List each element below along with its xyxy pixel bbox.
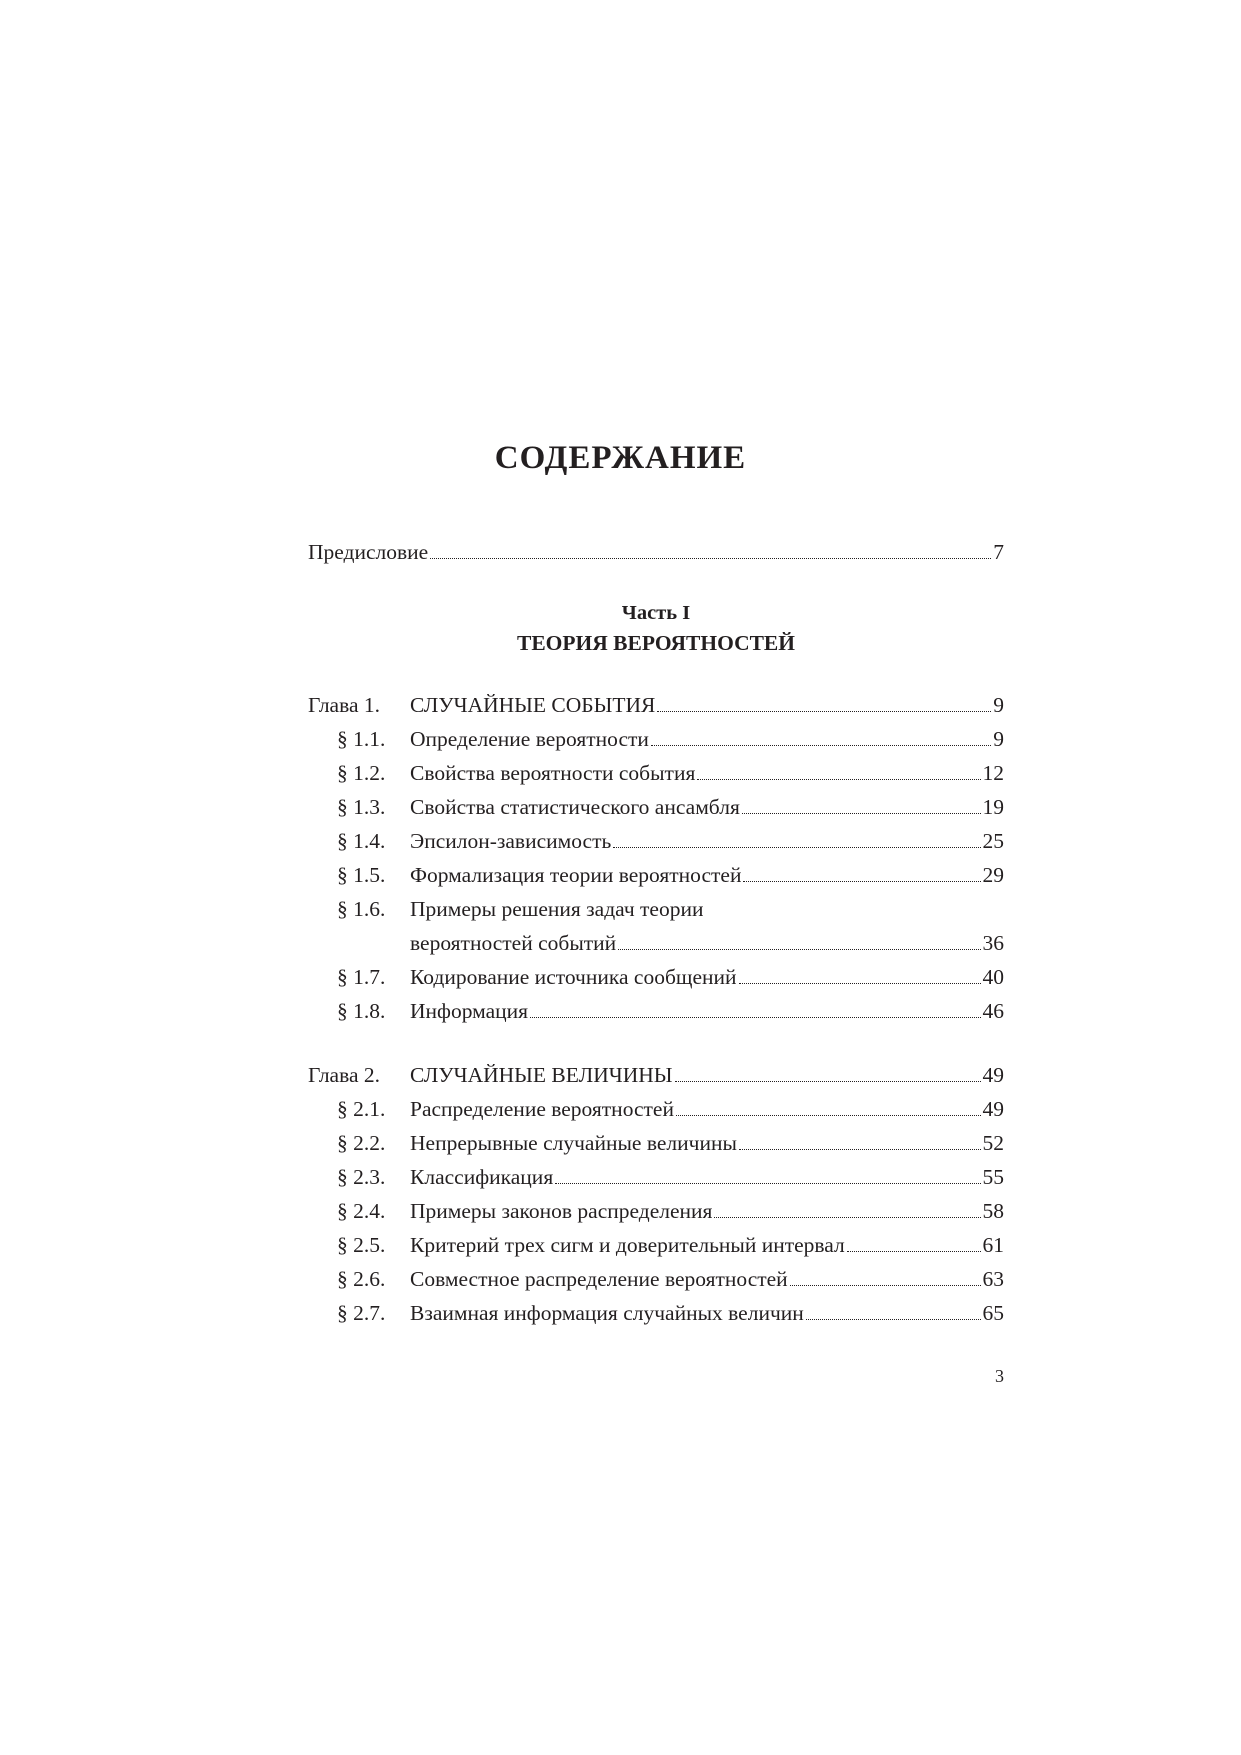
section-number: § 1.6. xyxy=(337,897,386,921)
toc-entry-chapter-2[interactable] xyxy=(308,1058,1004,1092)
section-number: § 1.2. xyxy=(337,761,386,785)
section-number: § 2.7. xyxy=(337,1301,386,1325)
section-title: Примеры законов распределения xyxy=(410,1199,713,1223)
toc-entry-section-1-1[interactable] xyxy=(308,722,1004,756)
part-heading xyxy=(308,599,1004,658)
section-number: § 1.3. xyxy=(337,795,386,819)
toc-entry-preface[interactable] xyxy=(308,535,1004,569)
dot-leader xyxy=(847,1251,981,1252)
section-title-line-1: Примеры решения задач теории xyxy=(410,897,704,921)
section-number: § 2.3. xyxy=(337,1165,386,1189)
toc-entry-section-2-7[interactable] xyxy=(308,1296,1004,1330)
dot-leader xyxy=(675,1081,981,1082)
toc-entry-section-2-5[interactable] xyxy=(308,1228,1004,1262)
page-title: СОДЕРЖАНИЕ xyxy=(494,440,747,476)
chapter-title: СЛУЧАЙНЫЕ ВЕЛИЧИНЫ xyxy=(410,1063,673,1087)
toc-page-number: 61 xyxy=(982,1233,1004,1257)
toc-entry-section-1-2[interactable] xyxy=(308,756,1004,790)
dot-leader xyxy=(676,1115,981,1116)
dot-leader xyxy=(743,881,980,882)
section-number: § 2.6. xyxy=(337,1267,386,1291)
toc-page-number: 19 xyxy=(982,795,1004,819)
toc-page-number: 9 xyxy=(993,693,1004,717)
toc-page-number: 52 xyxy=(982,1131,1004,1155)
dot-leader xyxy=(618,949,980,950)
section-title: Формализация теории вероятностей xyxy=(410,863,742,887)
toc-entry-section-1-6[interactable] xyxy=(308,892,1004,926)
toc-page-number: 58 xyxy=(982,1199,1004,1223)
table-of-contents xyxy=(308,535,1004,1330)
chapter-title: СЛУЧАЙНЫЕ СОБЫТИЯ xyxy=(410,693,656,717)
section-title: Информация xyxy=(410,999,529,1023)
section-title-line-2: вероятностей событий xyxy=(410,931,617,955)
toc-page-number: 55 xyxy=(982,1165,1004,1189)
section-number: § 2.4. xyxy=(337,1199,386,1223)
section-title: Кодирование источника сообщений xyxy=(410,965,737,989)
toc-page-number: 46 xyxy=(982,999,1004,1023)
toc-entry-section-2-1[interactable] xyxy=(308,1092,1004,1126)
toc-entry-section-1-3[interactable] xyxy=(308,790,1004,824)
toc-entry-section-2-4[interactable] xyxy=(308,1194,1004,1228)
toc-entry-section-2-3[interactable] xyxy=(308,1160,1004,1194)
toc-entry-section-1-8[interactable] xyxy=(308,994,1004,1028)
chapter-spacer xyxy=(308,1028,1004,1058)
toc-page-number: 25 xyxy=(982,829,1004,853)
dot-leader xyxy=(739,983,981,984)
dot-leader xyxy=(657,711,991,712)
toc-page-number: 65 xyxy=(982,1301,1004,1325)
toc-entry-title: Предисловие xyxy=(308,540,429,564)
section-title: Распределение вероятностей xyxy=(410,1097,674,1121)
toc-page-number: 63 xyxy=(982,1267,1004,1291)
toc-page-number: 9 xyxy=(993,727,1004,751)
section-number: § 1.4. xyxy=(337,829,386,853)
section-number: § 1.5. xyxy=(337,863,386,887)
toc-entry-section-1-4[interactable] xyxy=(308,824,1004,858)
section-number: § 2.1. xyxy=(337,1097,386,1121)
dot-leader xyxy=(613,847,980,848)
chapter-number: Глава 2. xyxy=(308,1063,380,1087)
dot-leader xyxy=(430,558,991,559)
section-title: Критерий трех сигм и доверительный интервал xyxy=(410,1233,845,1257)
toc-entry-section-1-6-continued[interactable] xyxy=(308,926,1004,960)
section-title: Свойства вероятности события xyxy=(410,761,696,785)
part-label: Часть I xyxy=(621,602,691,624)
section-title: Классификация xyxy=(410,1165,554,1189)
toc-entry-section-1-7[interactable] xyxy=(308,960,1004,994)
section-number: § 1.1. xyxy=(337,727,386,751)
toc-entry-section-2-6[interactable] xyxy=(308,1262,1004,1296)
section-title: Взаимная информация случайных величин xyxy=(410,1301,804,1325)
section-number: § 1.7. xyxy=(337,965,386,989)
dot-leader xyxy=(530,1017,980,1018)
section-title: Свойства статистического ансамбля xyxy=(410,795,740,819)
toc-page-number: 7 xyxy=(993,540,1004,564)
section-title: Определение вероятности xyxy=(410,727,649,751)
section-title: Непрерывные случайные величины xyxy=(410,1131,737,1155)
dot-leader xyxy=(790,1285,981,1286)
chapter-number: Глава 1. xyxy=(308,693,380,717)
toc-entry-section-2-2[interactable] xyxy=(308,1126,1004,1160)
dot-leader xyxy=(555,1183,980,1184)
section-number: § 2.5. xyxy=(337,1233,386,1257)
section-title: Совместное распределение вероятностей xyxy=(410,1267,788,1291)
folio-page-number: 3 xyxy=(995,1366,1004,1386)
dot-leader xyxy=(742,813,981,814)
part-title: ТЕОРИЯ ВЕРОЯТНОСТЕЙ xyxy=(516,631,795,655)
toc-entry-chapter-1[interactable] xyxy=(308,688,1004,722)
section-number: § 2.2. xyxy=(337,1131,386,1155)
dot-leader xyxy=(739,1149,981,1150)
dot-leader xyxy=(697,779,980,780)
dot-leader xyxy=(651,745,991,746)
toc-entry-section-1-5[interactable] xyxy=(308,858,1004,892)
toc-page-number: 49 xyxy=(982,1063,1004,1087)
section-title: Эпсилон-зависимость xyxy=(410,829,612,853)
toc-page-number: 12 xyxy=(982,761,1004,785)
dot-leader xyxy=(714,1217,980,1218)
toc-page-number: 40 xyxy=(982,965,1004,989)
toc-page-number: 29 xyxy=(982,863,1004,887)
toc-page-number: 49 xyxy=(982,1097,1004,1121)
dot-leader xyxy=(806,1319,981,1320)
section-number: § 1.8. xyxy=(337,999,386,1023)
toc-page-number: 36 xyxy=(982,931,1004,955)
